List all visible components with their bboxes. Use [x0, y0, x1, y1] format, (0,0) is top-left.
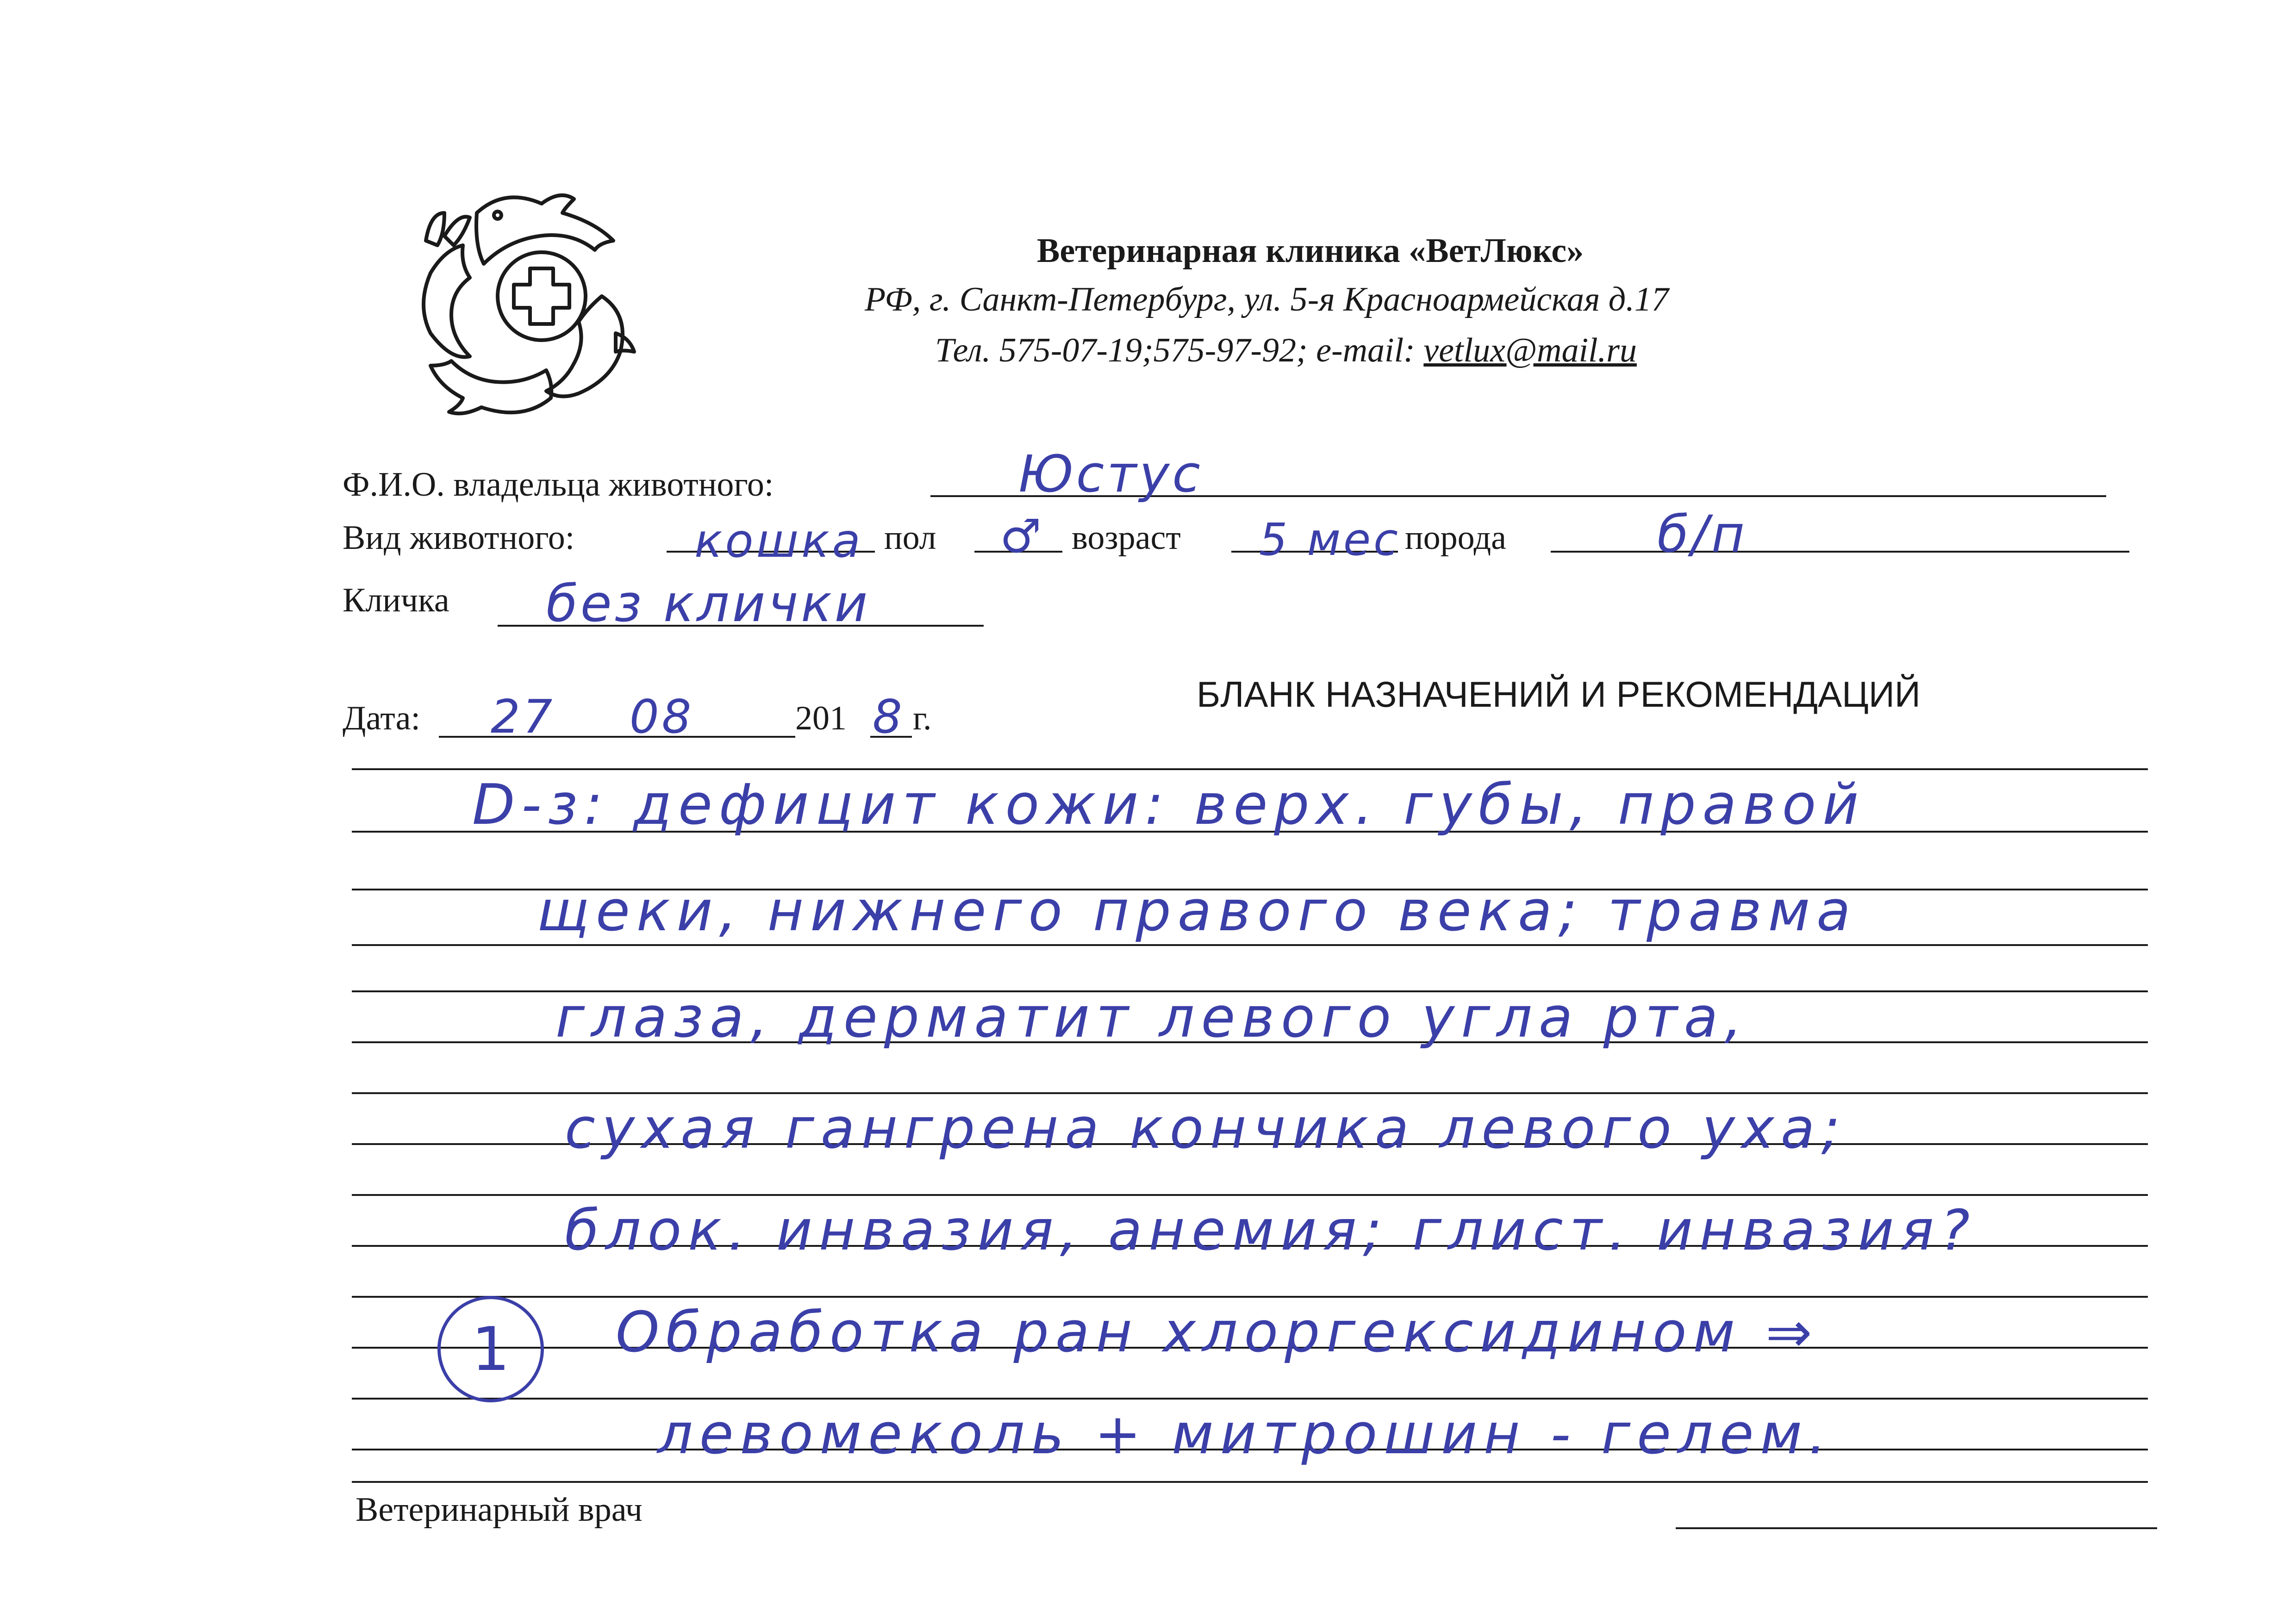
item-number: 1 — [471, 1314, 510, 1384]
species-value: кошка — [694, 514, 863, 568]
breed-line — [1551, 551, 2129, 553]
clinic-contacts — [935, 331, 1637, 370]
age-label: возраст — [1072, 519, 1181, 557]
owner-label: Ф.И.О. владельца животного: — [343, 466, 774, 504]
clinic-phone: Тел. 575-07-19;575-97-92; e-mail: — [935, 331, 1424, 369]
note-line: Обработка ран хлоргексидином ⇒ — [616, 1301, 1819, 1365]
clinic-logo — [403, 180, 653, 430]
note-line: сухая гангрена кончика левого уха; — [565, 1097, 1847, 1161]
age-value: 5 мес — [1259, 514, 1401, 566]
ruled-line — [352, 1296, 2148, 1298]
breed-label: порода — [1405, 519, 1506, 557]
date-label: Дата: — [343, 699, 421, 737]
sex-label: пол — [884, 519, 936, 557]
species-label: Вид животного: — [343, 519, 575, 557]
ruled-line — [352, 1481, 2148, 1483]
signature-line — [1676, 1527, 2157, 1529]
date-day-value: 27 — [491, 690, 555, 744]
ruled-line — [352, 944, 2148, 946]
sex-value: ♂ — [1000, 509, 1044, 563]
vet-cross-animals-logo-icon — [403, 180, 653, 430]
doctor-label: Ветеринарный врач — [356, 1491, 643, 1529]
item-number-circle — [437, 1296, 544, 1402]
pet-name-label: Кличка — [343, 581, 449, 619]
date-month-value: 08 — [630, 690, 694, 744]
owner-value: Юстус — [1018, 444, 1203, 504]
pet-name-value: без клички — [546, 574, 871, 633]
year-prefix: 201 — [795, 699, 847, 737]
note-line: D-з: дефицит кожи: верх. губы, правой — [472, 773, 1866, 837]
year-digit-value: 8 — [873, 690, 905, 744]
ruled-line — [352, 1194, 2148, 1196]
ruled-line — [352, 1398, 2148, 1400]
note-line: блок. инвазия, анемия; глист. инвазия? — [565, 1199, 1977, 1263]
ruled-line — [352, 768, 2148, 770]
note-line: щеки, нижнего правого века; травма — [537, 879, 1857, 944]
note-line: глаза, дерматит левого угла рта, — [555, 986, 1749, 1050]
note-line: левомеколь + митрошин - гелем. — [657, 1402, 1833, 1467]
breed-value: б/п — [1657, 504, 1747, 564]
clinic-name: Ветеринарная клиника «ВетЛюкс» — [1037, 232, 1584, 270]
clinic-address: РФ, г. Санкт-Петербург, ул. 5-я Красноармейская д.17 — [865, 280, 1669, 318]
ruled-line — [352, 1092, 2148, 1094]
form-title: БЛАНК НАЗНАЧЕНИЙ И РЕКОМЕНДАЦИЙ — [1197, 674, 1921, 715]
year-suffix: г. — [913, 699, 932, 737]
clinic-email-link[interactable]: vetlux@mail.ru — [1423, 331, 1637, 369]
